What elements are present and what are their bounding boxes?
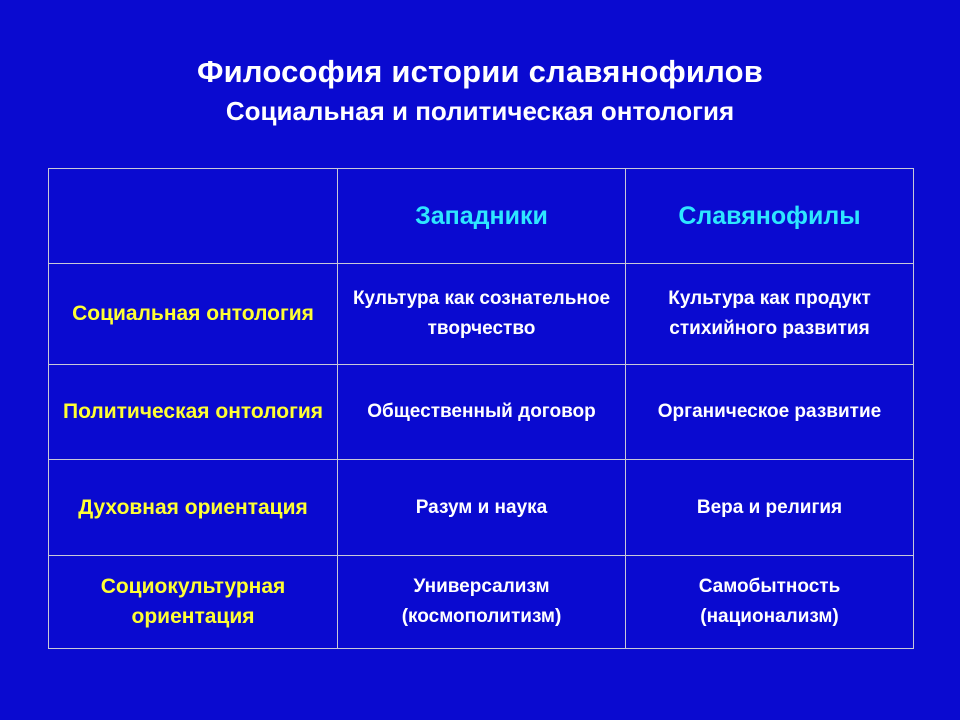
cell-western: Разум и наука <box>338 460 626 556</box>
slide-title: Философия истории славянофилов <box>196 54 764 89</box>
row-label-sociocultural-orientation: Социокультурная ориентация <box>49 556 338 649</box>
table-corner-cell <box>49 169 338 264</box>
slide-subtitle: Социальная и политическая онтология <box>225 96 735 126</box>
row-label-political-ontology: Политическая онтология <box>49 365 338 460</box>
table-row <box>49 556 914 649</box>
cell-slavophile: Вера и религия <box>626 460 914 556</box>
row-label-social-ontology: Социальная онтология <box>49 264 338 365</box>
table-row <box>49 264 914 365</box>
cell-western: Общественный договор <box>338 365 626 460</box>
table-row <box>49 460 914 556</box>
table-header-row <box>49 169 914 264</box>
comparison-table <box>48 168 914 649</box>
row-label-spiritual-orientation: Духовная ориентация <box>49 460 338 556</box>
table-row <box>49 365 914 460</box>
cell-slavophile: Органическое развитие <box>626 365 914 460</box>
column-header-western: Западники <box>338 169 626 264</box>
cell-western: Универсализм (космополитизм) <box>338 556 626 649</box>
cell-western: Культура как сознательное творчество <box>338 264 626 365</box>
cell-slavophile: Самобытность (национализм) <box>626 556 914 649</box>
column-header-slavophile: Славянофилы <box>626 169 914 264</box>
cell-slavophile: Культура как продукт стихийного развития <box>626 264 914 365</box>
